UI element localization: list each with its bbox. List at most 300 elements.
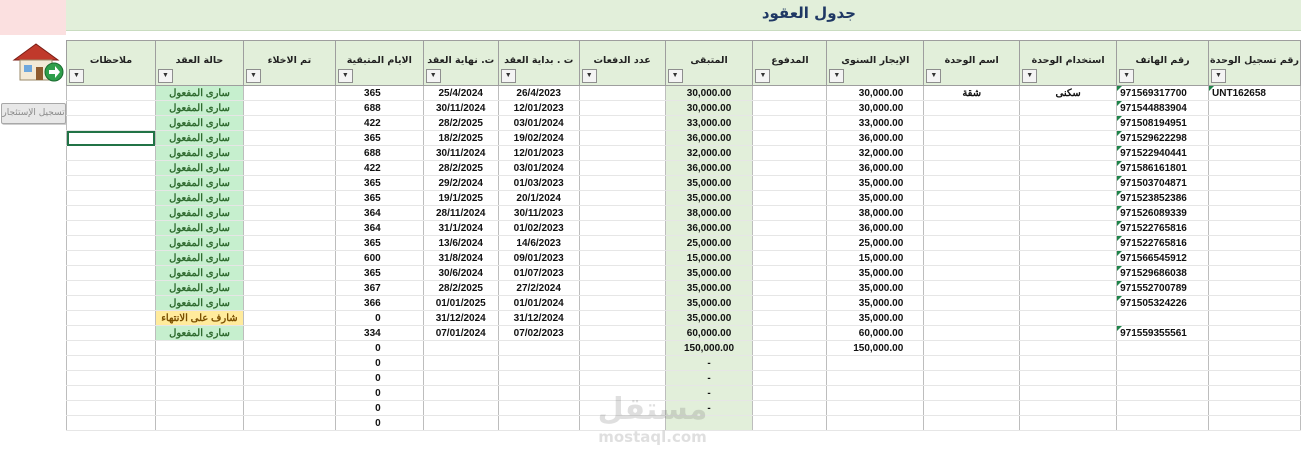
cell-contract-status[interactable]: سارى المفعول xyxy=(155,191,243,206)
cell-payments-count[interactable] xyxy=(579,341,665,356)
cell-unit-name[interactable] xyxy=(924,236,1020,251)
cell-end-date[interactable]: 28/2/2025 xyxy=(423,161,498,176)
cell-payments-count[interactable] xyxy=(579,206,665,221)
cell-phone[interactable]: 971508194951 xyxy=(1117,116,1209,131)
cell-end-date[interactable]: 28/2/2025 xyxy=(423,116,498,131)
cell-payments-count[interactable] xyxy=(579,101,665,116)
cell-vacated[interactable] xyxy=(243,146,335,161)
cell-usage[interactable] xyxy=(1020,206,1117,221)
cell-usage[interactable] xyxy=(1020,131,1117,146)
cell-unit-name[interactable] xyxy=(924,191,1020,206)
cell-usage[interactable] xyxy=(1020,191,1117,206)
cell-days-remaining[interactable]: 0 xyxy=(335,311,423,326)
cell-unit-id[interactable] xyxy=(1209,161,1301,176)
cell-annual-rent[interactable]: 35,000.00 xyxy=(827,266,924,281)
cell-usage[interactable] xyxy=(1020,176,1117,191)
cell-unit-id[interactable] xyxy=(1209,311,1301,326)
cell-contract-status[interactable]: سارى المفعول xyxy=(155,296,243,311)
cell-start-date[interactable]: 03/01/2024 xyxy=(498,161,579,176)
cell-contract-status[interactable]: سارى المفعول xyxy=(155,236,243,251)
cell-days-remaining[interactable]: 365 xyxy=(335,266,423,281)
cell-end-date[interactable]: 29/2/2024 xyxy=(423,176,498,191)
cell-days-remaining[interactable]: 422 xyxy=(335,161,423,176)
filter-dropdown-icon[interactable]: ▼ xyxy=(426,69,441,83)
cell-payments-count[interactable] xyxy=(579,296,665,311)
cell-remaining[interactable]: 25,000.00 xyxy=(665,236,753,251)
filter-dropdown-icon[interactable]: ▼ xyxy=(1211,69,1226,83)
filter-dropdown-icon[interactable]: ▼ xyxy=(69,69,84,83)
cell-unit-name[interactable] xyxy=(924,221,1020,236)
cell-start-date[interactable]: 30/11/2023 xyxy=(498,206,579,221)
cell-contract-status[interactable]: شارف على الانتهاء xyxy=(155,311,243,326)
cell-annual-rent[interactable]: 60,000.00 xyxy=(827,326,924,341)
cell-unit-id[interactable] xyxy=(1209,266,1301,281)
cell-remaining[interactable]: - xyxy=(665,401,753,416)
cell-usage[interactable] xyxy=(1020,386,1117,401)
cell-contract-status[interactable]: سارى المفعول xyxy=(155,146,243,161)
cell-remaining[interactable]: 38,000.00 xyxy=(665,206,753,221)
cell-end-date[interactable] xyxy=(423,416,498,431)
cell-end-date[interactable]: 28/11/2024 xyxy=(423,206,498,221)
cell-paid[interactable] xyxy=(753,176,827,191)
cell-days-remaining[interactable]: 422 xyxy=(335,116,423,131)
cell-remaining[interactable]: - xyxy=(665,386,753,401)
cell-notes[interactable] xyxy=(67,296,156,311)
cell-annual-rent[interactable]: 38,000.00 xyxy=(827,206,924,221)
cell-phone[interactable] xyxy=(1117,371,1209,386)
cell-annual-rent[interactable]: 15,000.00 xyxy=(827,251,924,266)
cell-payments-count[interactable] xyxy=(579,326,665,341)
cell-usage[interactable] xyxy=(1020,266,1117,281)
cell-usage[interactable] xyxy=(1020,356,1117,371)
cell-phone[interactable]: 971544883904 xyxy=(1117,101,1209,116)
cell-paid[interactable] xyxy=(753,356,827,371)
cell-vacated[interactable] xyxy=(243,401,335,416)
cell-phone[interactable]: 971503704871 xyxy=(1117,176,1209,191)
cell-paid[interactable] xyxy=(753,221,827,236)
cell-start-date[interactable]: 01/07/2023 xyxy=(498,266,579,281)
cell-remaining[interactable]: 150,000.00 xyxy=(665,341,753,356)
cell-days-remaining[interactable]: 367 xyxy=(335,281,423,296)
cell-unit-name[interactable] xyxy=(924,161,1020,176)
cell-start-date[interactable]: 26/4/2023 xyxy=(498,86,579,101)
cell-annual-rent[interactable]: 35,000.00 xyxy=(827,281,924,296)
cell-unit-id[interactable] xyxy=(1209,131,1301,146)
cell-contract-status[interactable] xyxy=(155,386,243,401)
cell-phone[interactable]: 971529686038 xyxy=(1117,266,1209,281)
cell-vacated[interactable] xyxy=(243,236,335,251)
cell-paid[interactable] xyxy=(753,86,827,101)
cell-notes[interactable] xyxy=(67,341,156,356)
cell-end-date[interactable]: 30/6/2024 xyxy=(423,266,498,281)
cell-vacated[interactable] xyxy=(243,326,335,341)
header-end-date[interactable] xyxy=(423,41,498,86)
cell-usage[interactable] xyxy=(1020,116,1117,131)
cell-start-date[interactable]: 27/2/2024 xyxy=(498,281,579,296)
cell-end-date[interactable]: 25/4/2024 xyxy=(423,86,498,101)
cell-phone[interactable]: 971586161801 xyxy=(1117,161,1209,176)
cell-notes[interactable] xyxy=(67,206,156,221)
cell-phone[interactable]: 971529622298 xyxy=(1117,131,1209,146)
cell-days-remaining[interactable]: 365 xyxy=(335,191,423,206)
cell-annual-rent[interactable] xyxy=(827,416,924,431)
cell-unit-name[interactable] xyxy=(924,116,1020,131)
cell-contract-status[interactable]: سارى المفعول xyxy=(155,251,243,266)
cell-paid[interactable] xyxy=(753,116,827,131)
cell-start-date[interactable] xyxy=(498,386,579,401)
cell-remaining[interactable]: 35,000.00 xyxy=(665,296,753,311)
header-remaining[interactable] xyxy=(665,41,753,86)
cell-unit-id[interactable] xyxy=(1209,281,1301,296)
cell-payments-count[interactable] xyxy=(579,236,665,251)
cell-start-date[interactable]: 01/03/2023 xyxy=(498,176,579,191)
cell-vacated[interactable] xyxy=(243,371,335,386)
cell-vacated[interactable] xyxy=(243,311,335,326)
cell-end-date[interactable] xyxy=(423,386,498,401)
cell-unit-id[interactable] xyxy=(1209,296,1301,311)
cell-phone[interactable]: 971522765816 xyxy=(1117,236,1209,251)
cell-annual-rent[interactable]: 30,000.00 xyxy=(827,101,924,116)
cell-phone[interactable] xyxy=(1117,341,1209,356)
cell-vacated[interactable] xyxy=(243,116,335,131)
cell-payments-count[interactable] xyxy=(579,191,665,206)
cell-notes[interactable] xyxy=(67,266,156,281)
cell-notes[interactable] xyxy=(67,221,156,236)
cell-start-date[interactable] xyxy=(498,356,579,371)
cell-contract-status[interactable]: سارى المفعول xyxy=(155,131,243,146)
cell-usage[interactable] xyxy=(1020,311,1117,326)
cell-annual-rent[interactable] xyxy=(827,386,924,401)
cell-remaining[interactable]: 30,000.00 xyxy=(665,86,753,101)
cell-start-date[interactable]: 03/01/2024 xyxy=(498,116,579,131)
cell-payments-count[interactable] xyxy=(579,221,665,236)
cell-vacated[interactable] xyxy=(243,161,335,176)
cell-phone[interactable] xyxy=(1117,311,1209,326)
cell-days-remaining[interactable]: 600 xyxy=(335,251,423,266)
header-annual-rent[interactable] xyxy=(827,41,924,86)
cell-unit-name[interactable] xyxy=(924,176,1020,191)
cell-notes[interactable] xyxy=(67,161,156,176)
cell-end-date[interactable]: 28/2/2025 xyxy=(423,281,498,296)
cell-vacated[interactable] xyxy=(243,206,335,221)
cell-annual-rent[interactable]: 36,000.00 xyxy=(827,221,924,236)
cell-annual-rent[interactable]: 36,000.00 xyxy=(827,161,924,176)
cell-notes[interactable] xyxy=(67,101,156,116)
header-contract-status[interactable] xyxy=(155,41,243,86)
cell-unit-name[interactable] xyxy=(924,281,1020,296)
cell-notes[interactable] xyxy=(67,401,156,416)
cell-remaining[interactable]: - xyxy=(665,356,753,371)
cell-paid[interactable] xyxy=(753,191,827,206)
cell-phone[interactable] xyxy=(1117,401,1209,416)
cell-paid[interactable] xyxy=(753,101,827,116)
cell-end-date[interactable]: 31/12/2024 xyxy=(423,311,498,326)
cell-start-date[interactable]: 01/02/2023 xyxy=(498,221,579,236)
filter-dropdown-icon[interactable]: ▼ xyxy=(501,69,516,83)
cell-contract-status[interactable]: سارى المفعول xyxy=(155,281,243,296)
cell-notes[interactable] xyxy=(67,236,156,251)
cell-unit-id[interactable] xyxy=(1209,401,1301,416)
cell-days-remaining[interactable]: 364 xyxy=(335,206,423,221)
cell-annual-rent[interactable] xyxy=(827,371,924,386)
header-unit-name[interactable] xyxy=(924,41,1020,86)
cell-usage[interactable] xyxy=(1020,326,1117,341)
cell-payments-count[interactable] xyxy=(579,281,665,296)
cell-start-date[interactable]: 09/01/2023 xyxy=(498,251,579,266)
cell-days-remaining[interactable]: 334 xyxy=(335,326,423,341)
cell-phone[interactable]: 971522940441 xyxy=(1117,146,1209,161)
cell-end-date[interactable]: 30/11/2024 xyxy=(423,146,498,161)
cell-vacated[interactable] xyxy=(243,341,335,356)
cell-remaining[interactable]: 36,000.00 xyxy=(665,131,753,146)
cell-contract-status[interactable] xyxy=(155,401,243,416)
cell-contract-status[interactable]: سارى المفعول xyxy=(155,206,243,221)
cell-unit-id[interactable] xyxy=(1209,371,1301,386)
cell-contract-status[interactable]: سارى المفعول xyxy=(155,116,243,131)
cell-usage[interactable] xyxy=(1020,281,1117,296)
cell-start-date[interactable]: 07/02/2023 xyxy=(498,326,579,341)
cell-days-remaining[interactable]: 0 xyxy=(335,401,423,416)
cell-remaining[interactable]: 35,000.00 xyxy=(665,311,753,326)
cell-unit-name[interactable] xyxy=(924,296,1020,311)
cell-paid[interactable] xyxy=(753,311,827,326)
cell-notes[interactable] xyxy=(67,326,156,341)
cell-notes[interactable] xyxy=(67,86,156,101)
cell-paid[interactable] xyxy=(753,401,827,416)
cell-notes[interactable] xyxy=(67,251,156,266)
cell-end-date[interactable] xyxy=(423,341,498,356)
cell-start-date[interactable]: 14/6/2023 xyxy=(498,236,579,251)
cell-contract-status[interactable] xyxy=(155,416,243,431)
cell-notes[interactable] xyxy=(67,191,156,206)
cell-payments-count[interactable] xyxy=(579,311,665,326)
cell-contract-status[interactable]: سارى المفعول xyxy=(155,221,243,236)
cell-usage[interactable] xyxy=(1020,101,1117,116)
cell-remaining[interactable]: 35,000.00 xyxy=(665,281,753,296)
cell-remaining[interactable]: 15,000.00 xyxy=(665,251,753,266)
cell-annual-rent[interactable]: 35,000.00 xyxy=(827,191,924,206)
cell-contract-status[interactable]: سارى المفعول xyxy=(155,161,243,176)
header-phone[interactable] xyxy=(1117,41,1209,86)
cell-paid[interactable] xyxy=(753,266,827,281)
filter-dropdown-icon[interactable]: ▼ xyxy=(338,69,353,83)
cell-start-date[interactable]: 01/01/2024 xyxy=(498,296,579,311)
cell-vacated[interactable] xyxy=(243,86,335,101)
cell-paid[interactable] xyxy=(753,206,827,221)
filter-dropdown-icon[interactable]: ▼ xyxy=(755,69,770,83)
cell-usage[interactable] xyxy=(1020,146,1117,161)
cell-annual-rent[interactable]: 32,000.00 xyxy=(827,146,924,161)
cell-notes[interactable] xyxy=(67,311,156,326)
cell-annual-rent[interactable]: 35,000.00 xyxy=(827,296,924,311)
cell-vacated[interactable] xyxy=(243,191,335,206)
cell-remaining[interactable]: 32,000.00 xyxy=(665,146,753,161)
cell-annual-rent[interactable] xyxy=(827,356,924,371)
cell-paid[interactable] xyxy=(753,341,827,356)
filter-dropdown-icon[interactable]: ▼ xyxy=(582,69,597,83)
cell-start-date[interactable]: 20/1/2024 xyxy=(498,191,579,206)
cell-annual-rent[interactable]: 25,000.00 xyxy=(827,236,924,251)
cell-unit-name[interactable] xyxy=(924,386,1020,401)
cell-unit-name[interactable] xyxy=(924,341,1020,356)
cell-phone[interactable]: 971523852386 xyxy=(1117,191,1209,206)
cell-payments-count[interactable] xyxy=(579,356,665,371)
filter-dropdown-icon[interactable]: ▼ xyxy=(829,69,844,83)
cell-paid[interactable] xyxy=(753,416,827,431)
cell-start-date[interactable] xyxy=(498,371,579,386)
cell-contract-status[interactable]: سارى المفعول xyxy=(155,266,243,281)
cell-days-remaining[interactable]: 688 xyxy=(335,101,423,116)
cell-paid[interactable] xyxy=(753,251,827,266)
cell-contract-status[interactable]: سارى المفعول xyxy=(155,86,243,101)
cell-unit-name[interactable] xyxy=(924,206,1020,221)
cell-unit-name[interactable] xyxy=(924,326,1020,341)
cell-unit-id[interactable] xyxy=(1209,386,1301,401)
cell-unit-id[interactable] xyxy=(1209,341,1301,356)
cell-vacated[interactable] xyxy=(243,251,335,266)
cell-usage[interactable] xyxy=(1020,401,1117,416)
cell-end-date[interactable]: 13/6/2024 xyxy=(423,236,498,251)
cell-days-remaining[interactable]: 0 xyxy=(335,356,423,371)
cell-usage[interactable] xyxy=(1020,341,1117,356)
cell-notes[interactable] xyxy=(67,116,156,131)
cell-paid[interactable] xyxy=(753,146,827,161)
cell-unit-id[interactable] xyxy=(1209,191,1301,206)
cell-remaining[interactable]: 33,000.00 xyxy=(665,116,753,131)
cell-unit-name[interactable]: شقة xyxy=(924,86,1020,101)
cell-phone[interactable]: 971522765816 xyxy=(1117,221,1209,236)
cell-unit-name[interactable] xyxy=(924,101,1020,116)
cell-annual-rent[interactable]: 35,000.00 xyxy=(827,311,924,326)
cell-paid[interactable] xyxy=(753,371,827,386)
cell-unit-id[interactable] xyxy=(1209,326,1301,341)
cell-end-date[interactable] xyxy=(423,401,498,416)
filter-dropdown-icon[interactable]: ▼ xyxy=(158,69,173,83)
cell-annual-rent[interactable]: 35,000.00 xyxy=(827,176,924,191)
cell-unit-name[interactable] xyxy=(924,146,1020,161)
home-icon[interactable] xyxy=(10,40,64,84)
cell-days-remaining[interactable]: 0 xyxy=(335,386,423,401)
cell-annual-rent[interactable]: 36,000.00 xyxy=(827,131,924,146)
cell-paid[interactable] xyxy=(753,386,827,401)
cell-phone[interactable]: 971526089339 xyxy=(1117,206,1209,221)
cell-annual-rent[interactable]: 33,000.00 xyxy=(827,116,924,131)
cell-notes[interactable] xyxy=(67,146,156,161)
cell-remaining[interactable]: 60,000.00 xyxy=(665,326,753,341)
cell-unit-name[interactable] xyxy=(924,251,1020,266)
cell-notes[interactable] xyxy=(67,281,156,296)
cell-unit-id[interactable] xyxy=(1209,251,1301,266)
cell-unit-name[interactable] xyxy=(924,266,1020,281)
cell-vacated[interactable] xyxy=(243,101,335,116)
cell-days-remaining[interactable]: 0 xyxy=(335,416,423,431)
cell-annual-rent[interactable]: 150,000.00 xyxy=(827,341,924,356)
cell-usage[interactable] xyxy=(1020,221,1117,236)
cell-unit-name[interactable] xyxy=(924,356,1020,371)
header-usage[interactable] xyxy=(1020,41,1117,86)
cell-contract-status[interactable]: سارى المفعول xyxy=(155,176,243,191)
header-unit-id[interactable] xyxy=(1209,41,1301,86)
cell-remaining[interactable]: 35,000.00 xyxy=(665,176,753,191)
cell-phone[interactable]: 971566545912 xyxy=(1117,251,1209,266)
cell-paid[interactable] xyxy=(753,281,827,296)
header-vacated[interactable] xyxy=(243,41,335,86)
cell-usage[interactable] xyxy=(1020,236,1117,251)
cell-end-date[interactable]: 31/1/2024 xyxy=(423,221,498,236)
header-notes[interactable] xyxy=(67,41,156,86)
cell-payments-count[interactable] xyxy=(579,131,665,146)
cell-remaining[interactable]: 36,000.00 xyxy=(665,221,753,236)
cell-payments-count[interactable] xyxy=(579,251,665,266)
cell-notes[interactable] xyxy=(67,176,156,191)
cell-payments-count[interactable] xyxy=(579,371,665,386)
cell-start-date[interactable]: 19/02/2024 xyxy=(498,131,579,146)
cell-days-remaining[interactable]: 365 xyxy=(335,86,423,101)
cell-unit-id[interactable] xyxy=(1209,356,1301,371)
cell-vacated[interactable] xyxy=(243,281,335,296)
filter-dropdown-icon[interactable]: ▼ xyxy=(1119,69,1134,83)
cell-usage[interactable] xyxy=(1020,296,1117,311)
cell-notes[interactable] xyxy=(67,356,156,371)
cell-contract-status[interactable] xyxy=(155,371,243,386)
cell-remaining[interactable]: - xyxy=(665,371,753,386)
cell-unit-id[interactable] xyxy=(1209,146,1301,161)
cell-unit-id[interactable] xyxy=(1209,221,1301,236)
cell-payments-count[interactable] xyxy=(579,176,665,191)
cell-days-remaining[interactable]: 0 xyxy=(335,371,423,386)
cell-annual-rent[interactable]: 30,000.00 xyxy=(827,86,924,101)
filter-dropdown-icon[interactable]: ▼ xyxy=(926,69,941,83)
cell-vacated[interactable] xyxy=(243,131,335,146)
cell-notes[interactable] xyxy=(67,386,156,401)
cell-paid[interactable] xyxy=(753,131,827,146)
cell-vacated[interactable] xyxy=(243,416,335,431)
cell-paid[interactable] xyxy=(753,236,827,251)
filter-dropdown-icon[interactable]: ▼ xyxy=(246,69,261,83)
cell-start-date[interactable]: 31/12/2024 xyxy=(498,311,579,326)
cell-phone[interactable]: 971505324226 xyxy=(1117,296,1209,311)
cell-remaining[interactable]: 30,000.00 xyxy=(665,101,753,116)
cell-end-date[interactable]: 01/01/2025 xyxy=(423,296,498,311)
cell-end-date[interactable]: 18/2/2025 xyxy=(423,131,498,146)
cell-days-remaining[interactable]: 366 xyxy=(335,296,423,311)
cell-end-date[interactable]: 07/01/2024 xyxy=(423,326,498,341)
header-paid[interactable] xyxy=(753,41,827,86)
cell-unit-name[interactable] xyxy=(924,416,1020,431)
cell-phone[interactable]: 971569317700 xyxy=(1117,86,1209,101)
cell-days-remaining[interactable]: 365 xyxy=(335,236,423,251)
cell-vacated[interactable] xyxy=(243,386,335,401)
cell-unit-name[interactable] xyxy=(924,311,1020,326)
cell-payments-count[interactable] xyxy=(579,116,665,131)
cell-contract-status[interactable] xyxy=(155,341,243,356)
header-payments-count[interactable] xyxy=(579,41,665,86)
cell-unit-id[interactable] xyxy=(1209,236,1301,251)
cell-payments-count[interactable] xyxy=(579,86,665,101)
cell-start-date[interactable]: 12/01/2023 xyxy=(498,146,579,161)
cell-unit-id[interactable] xyxy=(1209,206,1301,221)
rent-registration-button[interactable]: تسجيل الإستئجار xyxy=(1,103,66,124)
cell-vacated[interactable] xyxy=(243,296,335,311)
cell-paid[interactable] xyxy=(753,296,827,311)
header-days-remaining[interactable] xyxy=(335,41,423,86)
cell-remaining[interactable]: 35,000.00 xyxy=(665,266,753,281)
header-start-date[interactable] xyxy=(498,41,579,86)
cell-contract-status[interactable] xyxy=(155,356,243,371)
cell-usage[interactable] xyxy=(1020,251,1117,266)
cell-paid[interactable] xyxy=(753,326,827,341)
filter-dropdown-icon[interactable]: ▼ xyxy=(668,69,683,83)
